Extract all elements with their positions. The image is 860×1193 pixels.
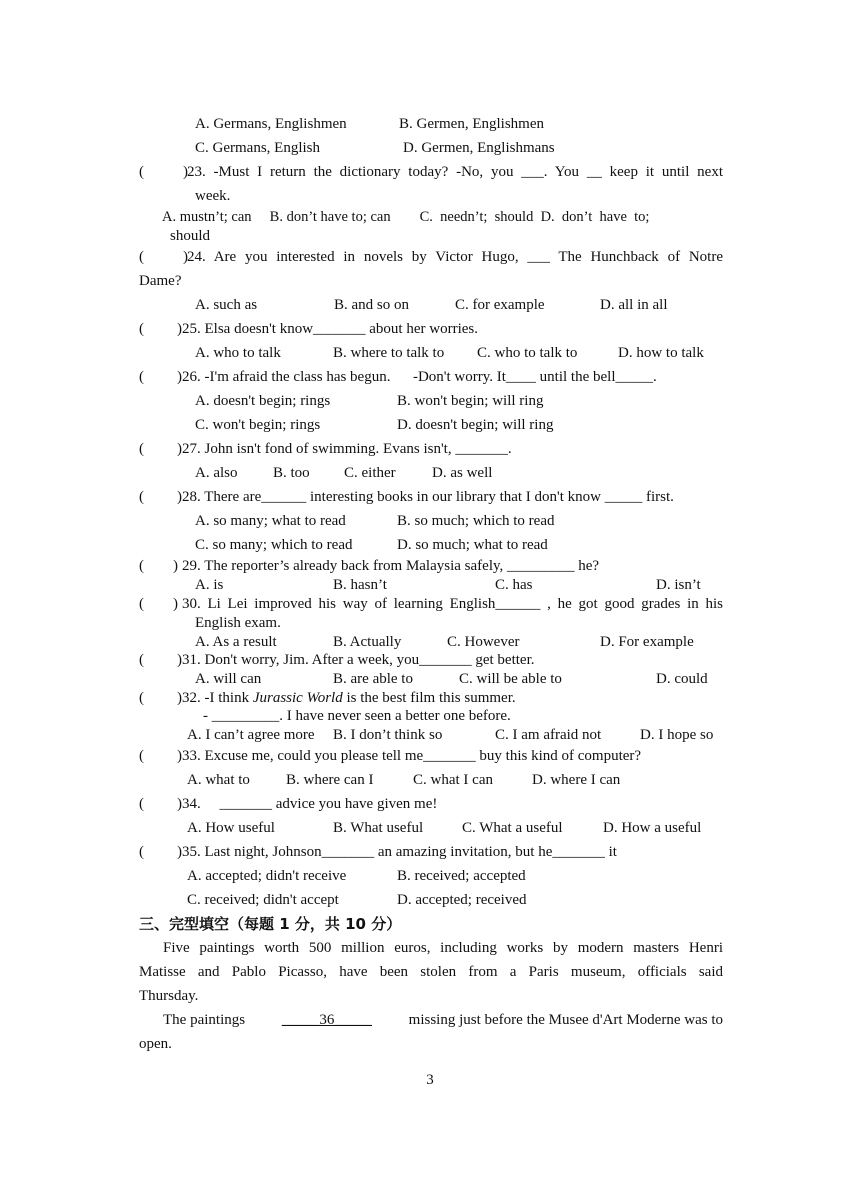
q32-stem [182,689,516,707]
q25-stem: 25. Elsa doesn't know_______ about her worries. [182,321,478,337]
q31-option-b: B. are able to [333,671,413,687]
q33-stem: 33. Excuse me, could you please tell me_______ buy this kind of computer? [182,748,642,764]
q34-option-b: B. What useful [333,820,424,836]
q28-option-c: C. so many; which to read [195,537,353,553]
passage-p2-line2: open. [139,1036,172,1052]
q30-option-c: C. However [447,634,520,650]
q32-option-c: C. I am afraid not [495,727,602,743]
q23-stem: 23. -Must I return the dictionary today? -No, you ___. You __ keep it until next [187,164,723,180]
q26-answer-open-paren: ( [139,369,144,385]
q33-option-b: B. where can I [286,772,374,788]
q31-option-d: D. could [656,671,708,687]
q33-option-d: D. where I can [532,772,621,788]
q35-option-c: C. received; didn't accept [187,892,339,908]
q34-answer-close-paren: ) [177,796,182,812]
q35-answer-close-paren: ) [177,844,182,860]
q22-option-c: C. Germans, English [195,140,320,156]
q28-answer-close-paren: ) [177,489,182,505]
q26-answer-close-paren: ) [177,369,182,385]
q29-answer-close-paren: ) [173,558,178,574]
q24-stem-cont: Dame? [139,273,182,289]
q26-option-c: C. won't begin; rings [195,417,321,433]
q25-option-a: A. who to talk [195,345,281,361]
q25-option-c: C. who to talk to [477,345,578,361]
q26-option-a: A. doesn't begin; rings [195,393,331,409]
q33-option-a: A. what to [187,772,250,788]
q29-option-a: A. is [195,577,224,593]
q23-answer-open-paren: ( [139,164,144,180]
q24-option-d: D. all in all [600,297,668,313]
q26-stem: 26. -I'm afraid the class has begun. -Don't worry. It____ until the bell_____. [182,369,657,385]
passage-p2-pre: The paintings [163,1012,246,1028]
q24-stem: 24. Are you interested in novels by Victor Hugo, ___ The Hunchback of Notre [187,249,723,265]
q24-option-a: A. such as [195,297,258,313]
q22-option-b: B. Germen, Englishmen [399,116,544,132]
passage-p1-line1: Five paintings worth 500 million euros, including works by modern masters Henri [163,940,723,956]
blank-36: _____36_____ [281,1012,372,1028]
q24-answer-open-paren: ( [139,249,144,265]
q27-option-d: D. as well [432,465,493,481]
q30-option-b: B. Actually [333,634,402,650]
q31-option-a: A. will can [195,671,262,687]
q25-option-b: B. where to talk to [333,345,445,361]
q24-option-b: B. and so on [334,297,409,313]
q27-stem: 27. John isn't fond of swimming. Evans isn't, _______. [182,441,512,457]
q29-stem: 29. The reporter’s already back from Malaysia safely, _________ he? [182,558,600,574]
q23-answer-close-paren: ) [183,164,188,180]
q32-answer-open-paren: ( [139,690,144,706]
q24-option-c: C. for example [455,297,545,313]
q27-answer-close-paren: ) [177,441,182,457]
q34-answer-open-paren: ( [139,796,144,812]
q22-option-d: D. Germen, Englishmans [403,140,555,156]
q23-options-cont: should [170,228,211,244]
q27-option-b: B. too [273,465,310,481]
q33-option-c: C. what I can [413,772,493,788]
q30-answer-open-paren: ( [139,596,144,612]
q22-option-a: A. Germans, Englishmen [195,116,347,132]
q33-answer-open-paren: ( [139,748,144,764]
q32-option-a: A. I can’t agree more [187,727,315,743]
q25-answer-open-paren: ( [139,321,144,337]
q34-stem: 34. _______ advice you have given me! [182,796,438,812]
q32-film-title: Jurassic World [252,690,343,706]
passage-p2-post: missing just before the Musee d'Art Moderne was to [408,1012,723,1028]
q27-option-a: A. also [195,465,238,481]
q35-option-b: B. received; accepted [397,868,526,884]
q32-stem-cont: - _________. I have never seen a better one before. [203,708,511,724]
q26-option-b: B. won't begin; will ring [397,393,544,409]
q24-answer-close-paren: ) [183,249,188,265]
q33-answer-close-paren: ) [177,748,182,764]
q30-option-a: A. As a result [195,634,277,650]
q25-answer-close-paren: ) [177,321,182,337]
q28-option-b: B. so much; which to read [397,513,555,529]
q27-answer-open-paren: ( [139,441,144,457]
q28-stem: 28. There are______ interesting books in our library that I don't know _____ first. [182,489,674,505]
q31-answer-open-paren: ( [139,652,144,668]
q32-option-d: D. I hope so [640,727,714,743]
q32-stem-pre: 32. -I think [182,690,253,706]
q29-option-b: B. hasn’t [333,577,387,593]
q31-option-c: C. will be able to [459,671,562,687]
q26-option-d: D. doesn't begin; will ring [397,417,554,433]
passage-p2-line1 [163,1011,723,1029]
q23-stem-cont: week. [195,188,231,204]
q30-answer-close-paren: ) [173,596,178,612]
q31-answer-close-paren: ) [177,652,182,668]
page-number: 3 [426,1072,434,1088]
q35-option-d: D. accepted; received [397,892,527,908]
q35-answer-open-paren: ( [139,844,144,860]
q34-option-a: A. How useful [187,820,275,836]
q30-option-d: D. For example [600,634,694,650]
q35-option-a: A. accepted; didn't receive [187,868,347,884]
q32-option-b: B. I don’t think so [333,727,443,743]
q28-option-d: D. so much; what to read [397,537,548,553]
q30-stem: 30. Li Lei improved his way of learning English______ , he got good grades in his [182,596,723,612]
q30-stem-cont: English exam. [195,615,281,631]
q28-option-a: A. so many; what to read [195,513,346,529]
passage-p1-line2: Matisse and Pablo Picasso, have been stolen from a Paris museum, officials said [139,964,723,980]
q29-answer-open-paren: ( [139,558,144,574]
q35-stem: 35. Last night, Johnson_______ an amazing invitation, but he_______ it [182,844,617,860]
q32-answer-close-paren: ) [177,690,182,706]
q29-option-c: C. has [495,577,533,593]
q28-answer-open-paren: ( [139,489,144,505]
q34-option-c: C. What a useful [462,820,563,836]
q25-option-d: D. how to talk [618,345,704,361]
q34-option-d: D. How a useful [603,820,702,836]
passage-p1-line3: Thursday. [139,988,199,1004]
section-title: 三、完型填空（每题 1 分，共 10 分） [139,915,402,933]
q29-option-d: D. isn’t [656,577,701,593]
q31-stem: 31. Don't worry, Jim. After a week, you_______ get better. [182,652,535,668]
q32-stem-post: is the best film this summer. [342,690,516,706]
q23-options: A. mustn’t; can B. don’t have to; can C. needn’t; should D. don’t have to; [162,209,650,225]
q27-option-c: C. either [344,465,396,481]
